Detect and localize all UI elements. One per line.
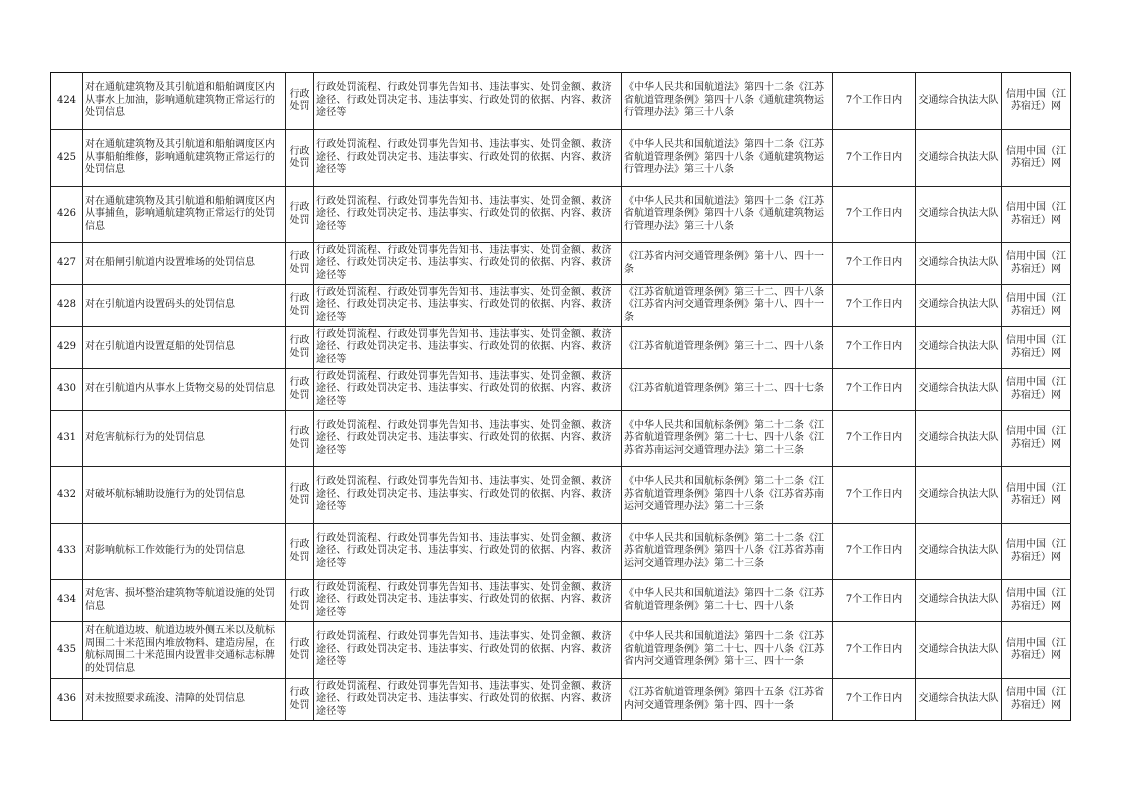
row-number-cell: 429 [51, 327, 83, 369]
publish-channel-cell: 信用中国（江苏宿迁）网 [1002, 580, 1071, 622]
disclosure-content-cell: 行政处罚流程、行政处罚事先告知书、违法事实、处罚金额、救济途径、行政处罚决定书、违法事实、行政处罚的依据、内容、救济途径等 [314, 580, 622, 622]
time-limit-cell: 7个工作日内 [833, 187, 916, 243]
legal-basis-cell: 《中华人民共和国航道法》第四十二条《江苏省航道管理条例》第二十七、四十八条 [622, 580, 833, 622]
publish-channel-cell: 信用中国（江苏宿迁）网 [1002, 327, 1071, 369]
disclosure-content-cell: 行政处罚流程、行政处罚事先告知书、违法事实、处罚金额、救济途径、行政处罚决定书、违法事实、行政处罚的依据、内容、救济途径等 [314, 130, 622, 187]
table-row [51, 411, 1071, 467]
table-row [51, 467, 1071, 524]
legal-basis-cell: 《中华人民共和国航标条例》第二十二条《江苏省航道管理条例》第四十八条《江苏省苏南运河交通管理办法》第二十三条 [622, 524, 833, 580]
disclosure-content-cell: 行政处罚流程、行政处罚事先告知书、违法事实、处罚金额、救济途径、行政处罚决定书、违法事实、行政处罚的依据、内容、救济途径等 [314, 622, 622, 679]
time-limit-cell: 7个工作日内 [833, 369, 916, 411]
item-name-cell: 对危害航标行为的处罚信息 [83, 411, 286, 467]
row-number-cell: 425 [51, 130, 83, 187]
row-number-cell: 432 [51, 467, 83, 524]
table-row [51, 73, 1071, 130]
row-number-cell: 435 [51, 622, 83, 679]
category-cell: 行政处罚 [286, 679, 314, 721]
legal-basis-cell: 《江苏省航道管理条例》第四十五条《江苏省内河交通管理条例》第十四、四十一条 [622, 679, 833, 721]
item-name-cell: 对破坏航标辅助设施行为的处罚信息 [83, 467, 286, 524]
item-name-cell: 对在通航建筑物及其引航道和船舶调度区内从事水上加油，影响通航建筑物正常运行的处罚信息 [83, 73, 286, 130]
category-cell: 行政处罚 [286, 524, 314, 580]
category-cell: 行政处罚 [286, 187, 314, 243]
legal-basis-cell: 《江苏省航道管理条例》第三十二、四十八条 [622, 327, 833, 369]
item-name-cell: 对影响航标工作效能行为的处罚信息 [83, 524, 286, 580]
disclosure-content-cell: 行政处罚流程、行政处罚事先告知书、违法事实、处罚金额、救济途径、行政处罚决定书、违法事实、行政处罚的依据、内容、救济途径等 [314, 327, 622, 369]
department-cell: 交通综合执法大队 [916, 130, 1002, 187]
table-row [51, 285, 1071, 327]
department-cell: 交通综合执法大队 [916, 622, 1002, 679]
disclosure-content-cell: 行政处罚流程、行政处罚事先告知书、违法事实、处罚金额、救济途径、行政处罚决定书、违法事实、行政处罚的依据、内容、救济途径等 [314, 243, 622, 285]
disclosure-content-cell: 行政处罚流程、行政处罚事先告知书、违法事实、处罚金额、救济途径、行政处罚决定书、违法事实、行政处罚的依据、内容、救济途径等 [314, 285, 622, 327]
table-row [51, 187, 1071, 243]
publish-channel-cell: 信用中国（江苏宿迁）网 [1002, 73, 1071, 130]
category-cell: 行政处罚 [286, 580, 314, 622]
disclosure-content-cell: 行政处罚流程、行政处罚事先告知书、违法事实、处罚金额、救济途径、行政处罚决定书、违法事实、行政处罚的依据、内容、救济途径等 [314, 73, 622, 130]
department-cell: 交通综合执法大队 [916, 524, 1002, 580]
item-name-cell: 对未按照要求疏浚、清障的处罚信息 [83, 679, 286, 721]
disclosure-content-cell: 行政处罚流程、行政处罚事先告知书、违法事实、处罚金额、救济途径、行政处罚决定书、违法事实、行政处罚的依据、内容、救济途径等 [314, 467, 622, 524]
category-cell: 行政处罚 [286, 369, 314, 411]
department-cell: 交通综合执法大队 [916, 187, 1002, 243]
category-cell: 行政处罚 [286, 243, 314, 285]
time-limit-cell: 7个工作日内 [833, 73, 916, 130]
disclosure-content-cell: 行政处罚流程、行政处罚事先告知书、违法事实、处罚金额、救济途径、行政处罚决定书、违法事实、行政处罚的依据、内容、救济途径等 [314, 679, 622, 721]
table-row [51, 679, 1071, 721]
legal-basis-cell: 《江苏省航道管理条例》第三十二、四十八条《江苏省内河交通管理条例》第十八、四十一条 [622, 285, 833, 327]
disclosure-content-cell: 行政处罚流程、行政处罚事先告知书、违法事实、处罚金额、救济途径、行政处罚决定书、违法事实、行政处罚的依据、内容、救济途径等 [314, 411, 622, 467]
table-row [51, 327, 1071, 369]
publish-channel-cell: 信用中国（江苏宿迁）网 [1002, 130, 1071, 187]
row-number-cell: 426 [51, 187, 83, 243]
time-limit-cell: 7个工作日内 [833, 467, 916, 524]
department-cell: 交通综合执法大队 [916, 73, 1002, 130]
publish-channel-cell: 信用中国（江苏宿迁）网 [1002, 679, 1071, 721]
disclosure-content-cell: 行政处罚流程、行政处罚事先告知书、违法事实、处罚金额、救济途径、行政处罚决定书、违法事实、行政处罚的依据、内容、救济途径等 [314, 369, 622, 411]
row-number-cell: 431 [51, 411, 83, 467]
row-number-cell: 428 [51, 285, 83, 327]
time-limit-cell: 7个工作日内 [833, 580, 916, 622]
time-limit-cell: 7个工作日内 [833, 411, 916, 467]
row-number-cell: 433 [51, 524, 83, 580]
category-cell: 行政处罚 [286, 73, 314, 130]
table-body [51, 73, 1071, 721]
disclosure-content-cell: 行政处罚流程、行政处罚事先告知书、违法事实、处罚金额、救济途径、行政处罚决定书、违法事实、行政处罚的依据、内容、救济途径等 [314, 524, 622, 580]
category-cell: 行政处罚 [286, 467, 314, 524]
disclosure-content-cell: 行政处罚流程、行政处罚事先告知书、违法事实、处罚金额、救济途径、行政处罚决定书、违法事实、行政处罚的依据、内容、救济途径等 [314, 187, 622, 243]
table-row [51, 622, 1071, 679]
row-number-cell: 427 [51, 243, 83, 285]
disclosure-table [50, 72, 1071, 721]
row-number-cell: 436 [51, 679, 83, 721]
item-name-cell: 对在通航建筑物及其引航道和船舶调度区内从事捕鱼，影响通航建筑物正常运行的处罚信息 [83, 187, 286, 243]
item-name-cell: 对在引航道内设置码头的处罚信息 [83, 285, 286, 327]
category-cell: 行政处罚 [286, 327, 314, 369]
time-limit-cell: 7个工作日内 [833, 243, 916, 285]
department-cell: 交通综合执法大队 [916, 580, 1002, 622]
item-name-cell: 对在航道边坡、航道边坡外侧五米以及航标周围二十米范围内堆放物料、建造房屋，在航标周围二十米范围内设置非交通标志标牌的处罚信息 [83, 622, 286, 679]
item-name-cell: 对危害、损坏整治建筑物等航道设施的处罚信息 [83, 580, 286, 622]
legal-basis-cell: 《中华人民共和国航道法》第四十二条《江苏省航道管理条例》第四十八条《通航建筑物运行管理办法》第三十八条 [622, 187, 833, 243]
publish-channel-cell: 信用中国（江苏宿迁）网 [1002, 187, 1071, 243]
item-name-cell: 对在引航道内设置趸船的处罚信息 [83, 327, 286, 369]
publish-channel-cell: 信用中国（江苏宿迁）网 [1002, 622, 1071, 679]
time-limit-cell: 7个工作日内 [833, 130, 916, 187]
table-row [51, 243, 1071, 285]
item-name-cell: 对在船闸引航道内设置堆场的处罚信息 [83, 243, 286, 285]
table-row [51, 369, 1071, 411]
table-row [51, 580, 1071, 622]
category-cell: 行政处罚 [286, 411, 314, 467]
time-limit-cell: 7个工作日内 [833, 524, 916, 580]
department-cell: 交通综合执法大队 [916, 285, 1002, 327]
legal-basis-cell: 《江苏省航道管理条例》第三十二、四十七条 [622, 369, 833, 411]
department-cell: 交通综合执法大队 [916, 467, 1002, 524]
table-row [51, 524, 1071, 580]
category-cell: 行政处罚 [286, 130, 314, 187]
category-cell: 行政处罚 [286, 622, 314, 679]
item-name-cell: 对在引航道内从事水上货物交易的处罚信息 [83, 369, 286, 411]
publish-channel-cell: 信用中国（江苏宿迁）网 [1002, 285, 1071, 327]
department-cell: 交通综合执法大队 [916, 243, 1002, 285]
department-cell: 交通综合执法大队 [916, 327, 1002, 369]
legal-basis-cell: 《中华人民共和国航道法》第四十二条《江苏省航道管理条例》第四十八条《通航建筑物运行管理办法》第三十八条 [622, 73, 833, 130]
time-limit-cell: 7个工作日内 [833, 285, 916, 327]
row-number-cell: 434 [51, 580, 83, 622]
department-cell: 交通综合执法大队 [916, 369, 1002, 411]
legal-basis-cell: 《中华人民共和国航标条例》第二十二条《江苏省航道管理条例》第四十八条《江苏省苏南运河交通管理办法》第二十三条 [622, 467, 833, 524]
department-cell: 交通综合执法大队 [916, 411, 1002, 467]
publish-channel-cell: 信用中国（江苏宿迁）网 [1002, 467, 1071, 524]
legal-basis-cell: 《中华人民共和国航道法》第四十二条《江苏省航道管理条例》第四十八条《通航建筑物运行管理办法》第三十八条 [622, 130, 833, 187]
publish-channel-cell: 信用中国（江苏宿迁）网 [1002, 369, 1071, 411]
category-cell: 行政处罚 [286, 285, 314, 327]
publish-channel-cell: 信用中国（江苏宿迁）网 [1002, 243, 1071, 285]
department-cell: 交通综合执法大队 [916, 679, 1002, 721]
legal-basis-cell: 《中华人民共和国航道法》第四十二条《江苏省航道管理条例》第二十七、四十八条《江苏省内河交通管理条例》第十三、四十一条 [622, 622, 833, 679]
legal-basis-cell: 《中华人民共和国航标条例》第二十二条《江苏省航道管理条例》第二十七、四十八条《江苏省苏南运河交通管理办法》第二十三条 [622, 411, 833, 467]
time-limit-cell: 7个工作日内 [833, 622, 916, 679]
legal-basis-cell: 《江苏省内河交通管理条例》第十八、四十一条 [622, 243, 833, 285]
publish-channel-cell: 信用中国（江苏宿迁）网 [1002, 524, 1071, 580]
item-name-cell: 对在通航建筑物及其引航道和船舶调度区内从事船舶维修，影响通航建筑物正常运行的处罚信息 [83, 130, 286, 187]
publish-channel-cell: 信用中国（江苏宿迁）网 [1002, 411, 1071, 467]
table-row [51, 130, 1071, 187]
row-number-cell: 430 [51, 369, 83, 411]
row-number-cell: 424 [51, 73, 83, 130]
time-limit-cell: 7个工作日内 [833, 327, 916, 369]
time-limit-cell: 7个工作日内 [833, 679, 916, 721]
